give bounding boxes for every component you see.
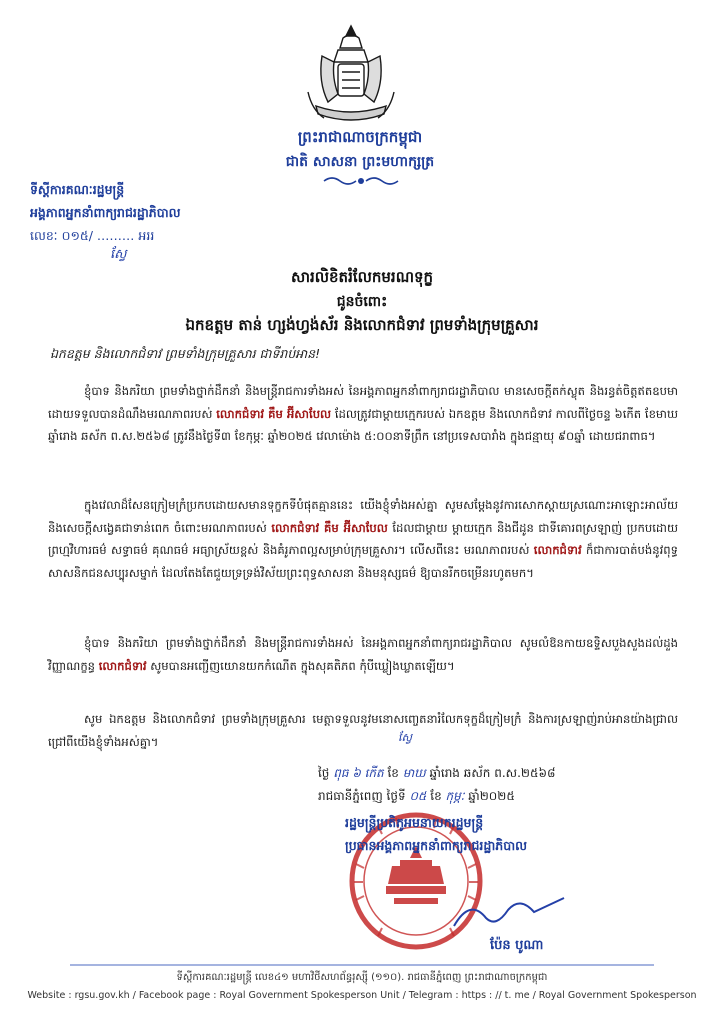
paragraph-text: សូមបានអញ្ជើញយោនយកកំណើត ក្នុងសុគតិភព កុំបីឃ្លៀងឃ្លាតឡើយ។	[150, 658, 455, 673]
paragraph-text: ខ្ញុំបាទ និងភរិយា ព្រមទាំងថ្នាក់ដឹកនាំ និងមន្ត្រីរាជការទាំងអស់ នៃអង្គភាពអ្នកនាំពាក្យរាជរដ្ឋាភិបាល មានសេចក្តីតក់ស្លុត និងរន្ធត់ចិត្តឥតឧបមា ដោយទទួលបានដំណឹងមរណភាពរបស់	[48, 384, 678, 421]
paragraph-text: ដែលជាម្តាយ ម្តាយក្មេក និងជីដូន ជាទីគោរពស្រឡាញ់ ប្រកបដោយព្រហ្មវិហារធម៌ សទ្ធាធម៌ គុណធម៌ អធ្យាស្រ័យខ្ពស់ និងគំរូភាពល្អសម្រាប់ក្រុមគ្រួសារ។ លើសពីនេះ មរណភាពរបស់	[48, 520, 678, 557]
deceased-name: លោកជំទាវ គឹម អ៊ីសាបែល	[271, 520, 388, 535]
paragraph-text: ក្នុងវេលាដ៏សែនក្រៀមក្រំប្រកបដោយសមានទុក្ខកទីបំផុតគ្មាននេះ យើងខ្ញុំទាំងអស់គ្នា សូមសម្តែងនូវការសោកស្តាយស្រណោះអាឡោះអាល័យ និងសេចក្តីសង្វេគជាទាន់ពេក ចំពោះមរណភាពរបស់	[48, 498, 678, 535]
recipient: ឯកឧត្តម តាន់ ហ្សង់ហ្វង់ស័រ និងលោកជំទាវ ព្រមទាំងក្រុមគ្រួសារ	[185, 316, 539, 334]
office-name: ទីស្តីការគណៈរដ្ឋមន្ត្រី	[30, 182, 125, 197]
kingdom-motto: ជាតិ សាសនា ព្រះមហាក្សត្រ	[285, 154, 435, 170]
date-label: ថ្ងៃ	[318, 766, 330, 780]
kingdom-title: ព្រះរាជាណាចក្រកម្ពុជា	[297, 128, 423, 146]
lunar-date	[318, 765, 555, 783]
letter-subject: សារលិខិតរំលែកមរណទុក្ខ	[290, 268, 434, 286]
salutation: ឯកឧត្តម និងលោកជំទាវ ព្រមទាំងក្រុមគ្រួសារ ជាទីរាប់អាន!	[50, 346, 321, 361]
paragraph-3	[48, 632, 678, 677]
handwritten-initial: ស្វែ	[398, 731, 412, 744]
footer-address: ទីស្តីការគណៈរដ្ឋមន្ត្រី លេខ៤១ មហាវិថីសហព័ន្ធរុស្ស៊ី (១១០). រាជធានីភ្នំពេញ ព្រះរាជាណាចក្រកម្ពុជា	[176, 972, 548, 983]
footer-divider	[70, 964, 654, 966]
date-label: រាជធានីភ្នំពេញ ថ្ងៃទី	[318, 789, 406, 803]
paragraph-text: ដែលត្រូវជាម្តាយក្មេករបស់ ឯកឧត្តម និងលោកជំទាវ កាលពីថ្ងៃចន្ទ ៦កើត ខែមាឃ ឆ្នាំរោង ឆស័ក ព.ស.២៥៦៨ ត្រូវនឹងថ្ងៃទី៣ ខែកុម្ភៈ ឆ្នាំ២០២៥ វេលាម៉ោង ៥:០០នាទីព្រឹក នៅប្រទេសបារាំង ក្នុងជន្មាយុ ៩០ឆ្នាំ ដោយជរាពាធ។	[48, 406, 679, 443]
footer-links: Website : rgsu.gov.kh / Facebook page : Royal Government Spokesperson Unit / Telegram : https : // t. me / Royal Government Spokesperson	[27, 990, 697, 1001]
royal-coat-of-arms-icon	[298, 22, 404, 132]
date-label: ឆ្នាំរោង ឆស័ក ព.ស.២៥៦៨	[429, 766, 556, 780]
handwritten-month: កុម្ភៈ	[445, 789, 465, 803]
handwritten-day: ពុធ ៦ កើត	[333, 766, 384, 780]
handwritten-day: ០៥	[409, 789, 427, 803]
paragraph-text: ខ្ញុំបាទ និងភរិយា ព្រមទាំងថ្នាក់ដឹកនាំ និងមន្ត្រីរាជការទាំងអស់ នៃអង្គភាពអ្នកនាំពាក្យរាជរដ្ឋាភិបាល សូមលំឱនកាយឧទ្ទិសបួងសួងដល់ដួងវិញ្ញាណក្ខន្ធ	[48, 636, 678, 673]
handwritten-month: មាឃ	[402, 766, 426, 780]
signatory-position: ប្រធានអង្គភាពអ្នកនាំពាក្យរាជរដ្ឋាភិបាល	[345, 838, 528, 853]
handwritten-initial: ស្វែ	[110, 247, 127, 262]
deceased-title: លោកជំទាវ	[533, 543, 582, 557]
paragraph-text: សូម ឯកឧត្តម និងលោកជំទាវ ព្រមទាំងក្រុមគ្រួសារ មេត្តាទទួលនូវមនោសញ្ចេតនារំលែកទុក្ខដ៏ក្រៀមក្រំ និងការស្រឡាញ់រាប់អានយ៉ាងជ្រាលជ្រៅពីយើងខ្ញុំទាំងអស់គ្នា។	[48, 712, 678, 749]
paragraph-text: ក៏ជាការបាត់បង់នូវពុទ្ធសាសនិកជនសប្បុរសម្នាក់ ដែលតែងតែជួយទ្រទ្រង់វិស័យព្រះពុទ្ធសាសនា និងមនុស្សធម៌ ឱ្យបានរីកចម្រើនរហូតមក។	[48, 543, 678, 580]
deceased-title: លោកជំទាវ	[98, 658, 147, 673]
ornament-divider-icon	[322, 174, 400, 188]
reference-number: លេខៈ ០១៥/ ……… អររ	[30, 228, 155, 243]
handwritten-signature-icon	[450, 892, 570, 932]
signatory-name: ប៉ែន បូណា	[490, 938, 544, 953]
addressee-label: ជូនចំពោះ	[336, 294, 388, 310]
deceased-name: លោកជំទាវ គឹម អ៊ីសាបែល	[216, 406, 332, 421]
paragraph-4	[48, 708, 678, 753]
date-label: ខែ	[430, 789, 442, 803]
unit-name: អង្គភាពអ្នកនាំពាក្យរាជរដ្ឋាភិបាល	[30, 205, 181, 220]
date-label: ឆ្នាំ២០២៥	[468, 789, 515, 803]
paragraph-2	[48, 494, 678, 584]
date-label: ខែ	[387, 766, 399, 780]
signatory-title: រដ្ឋមន្ត្រីប្រតិភូអមនាយករដ្ឋមន្ត្រី	[345, 815, 484, 830]
solar-date	[318, 788, 515, 806]
paragraph-1	[48, 380, 678, 448]
